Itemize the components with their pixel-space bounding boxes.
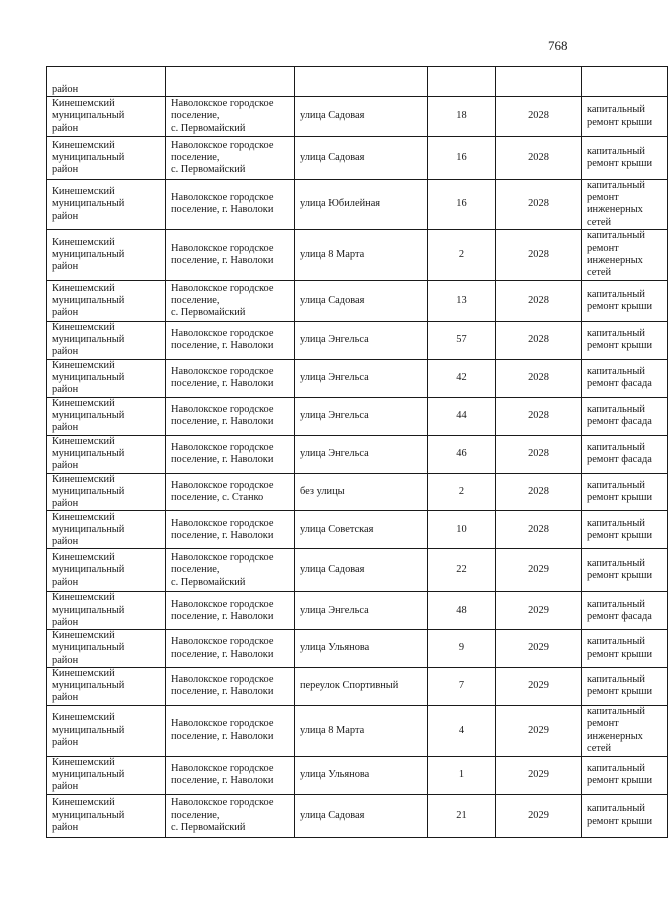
street-cell: улица Энгельса [295,397,428,435]
year-cell: 2028 [496,180,582,230]
district-cell: Кинешемский муниципальный район [47,794,166,837]
table-row-carryover [47,67,668,97]
district-cell: Кинешемский муниципальный район [47,549,166,592]
year-cell: 2029 [496,756,582,794]
work-type-cell: капитальный ремонт крыши [582,668,668,706]
work-type-cell: капитальный ремонт инженерных сетей [582,705,668,756]
settlement-cell: Наволокское городское поселение, г. Наволоки [166,705,295,756]
district-cell: район [47,67,166,97]
year-cell: 2028 [496,473,582,511]
settlement-cell: Наволокское городское поселение, г. Наволоки [166,321,295,359]
work-type-cell: капитальный ремонт фасада [582,359,668,397]
settlement-cell: Наволокское городское поселение, г. Наволоки [166,229,295,280]
settlement-cell: Наволокское городское поселение, г. Наволоки [166,435,295,473]
year-cell [496,67,582,97]
house-number-cell: 44 [428,397,496,435]
table-row [47,435,668,473]
settlement-cell: Наволокское городское поселение, с. Первомайский [166,280,295,321]
work-type-cell: капитальный ремонт крыши [582,280,668,321]
table-row [47,229,668,280]
work-type-cell: капитальный ремонт крыши [582,321,668,359]
street-cell: улица Юбилейная [295,180,428,230]
house-number-cell: 18 [428,97,496,137]
work-type-cell: капитальный ремонт крыши [582,137,668,180]
work-type-cell: капитальный ремонт фасада [582,592,668,630]
district-cell: Кинешемский муниципальный район [47,180,166,230]
district-cell: Кинешемский муниципальный район [47,321,166,359]
street-cell: улица Садовая [295,549,428,592]
district-cell: Кинешемский муниципальный район [47,397,166,435]
house-number-cell: 42 [428,359,496,397]
house-number-cell: 57 [428,321,496,359]
year-cell: 2028 [496,137,582,180]
district-cell: Кинешемский муниципальный район [47,705,166,756]
street-cell: улица Садовая [295,137,428,180]
year-cell: 2028 [496,280,582,321]
year-cell: 2028 [496,229,582,280]
district-cell: Кинешемский муниципальный район [47,473,166,511]
table-row [47,630,668,668]
house-number-cell: 4 [428,705,496,756]
table-row [47,549,668,592]
table-row [47,180,668,230]
district-cell: Кинешемский муниципальный район [47,359,166,397]
year-cell: 2028 [496,321,582,359]
district-cell: Кинешемский муниципальный район [47,229,166,280]
settlement-cell: Наволокское городское поселение, г. Наволоки [166,397,295,435]
year-cell: 2029 [496,668,582,706]
district-cell: Кинешемский муниципальный район [47,97,166,137]
settlement-cell: Наволокское городское поселение, г. Наволоки [166,592,295,630]
house-number-cell: 7 [428,668,496,706]
house-number-cell: 48 [428,592,496,630]
street-cell: улица Ульянова [295,630,428,668]
settlement-cell: Наволокское городское поселение, с. Первомайский [166,549,295,592]
house-number-cell: 16 [428,180,496,230]
house-number-cell: 16 [428,137,496,180]
house-number-cell: 1 [428,756,496,794]
settlement-cell: Наволокское городское поселение, г. Наволоки [166,511,295,549]
street-cell: улица 8 Марта [295,229,428,280]
district-cell: Кинешемский муниципальный район [47,592,166,630]
house-number-cell: 10 [428,511,496,549]
work-type-cell: капитальный ремонт крыши [582,97,668,137]
street-cell: улица Ульянова [295,756,428,794]
year-cell: 2028 [496,397,582,435]
street-cell: переулок Спортивный [295,668,428,706]
table-row [47,794,668,837]
house-number-cell: 21 [428,794,496,837]
work-type-cell: капитальный ремонт инженерных сетей [582,229,668,280]
work-type-cell: капитальный ремонт инженерных сетей [582,180,668,230]
street-cell: улица Энгельса [295,321,428,359]
settlement-cell: Наволокское городское поселение, с. Первомайский [166,97,295,137]
house-number-cell: 13 [428,280,496,321]
district-cell: Кинешемский муниципальный район [47,668,166,706]
year-cell: 2028 [496,511,582,549]
table-row [47,756,668,794]
table-row [47,511,668,549]
table-row [47,592,668,630]
street-cell: улица Энгельса [295,435,428,473]
street-cell [295,67,428,97]
settlement-cell: Наволокское городское поселение, г. Наволоки [166,359,295,397]
street-cell: улица Садовая [295,97,428,137]
district-cell: Кинешемский муниципальный район [47,280,166,321]
house-number-cell [428,67,496,97]
table-row [47,280,668,321]
district-cell: Кинешемский муниципальный район [47,511,166,549]
settlement-cell: Наволокское городское поселение, г. Наволоки [166,180,295,230]
work-type-cell: капитальный ремонт крыши [582,473,668,511]
table-row [47,397,668,435]
settlement-cell: Наволокское городское поселение, г. Наволоки [166,756,295,794]
table-row [47,473,668,511]
street-cell: улица Энгельса [295,592,428,630]
settlement-cell: Наволокское городское поселение, с. Станко [166,473,295,511]
year-cell: 2029 [496,592,582,630]
repair-schedule-table [46,66,668,838]
district-cell: Кинешемский муниципальный район [47,435,166,473]
table-row [47,137,668,180]
settlement-cell: Наволокское городское поселение, с. Первомайский [166,137,295,180]
district-cell: Кинешемский муниципальный район [47,756,166,794]
work-type-cell [582,67,668,97]
district-cell: Кинешемский муниципальный район [47,137,166,180]
table-row [47,359,668,397]
work-type-cell: капитальный ремонт крыши [582,511,668,549]
work-type-cell: капитальный ремонт крыши [582,756,668,794]
street-cell: улица 8 Марта [295,705,428,756]
table-body [47,67,668,838]
table-row [47,97,668,137]
settlement-cell: Наволокское городское поселение, с. Первомайский [166,794,295,837]
work-type-cell: капитальный ремонт крыши [582,549,668,592]
work-type-cell: капитальный ремонт фасада [582,397,668,435]
work-type-cell: капитальный ремонт крыши [582,630,668,668]
house-number-cell: 9 [428,630,496,668]
settlement-cell [166,67,295,97]
house-number-cell: 2 [428,229,496,280]
street-cell: улица Советская [295,511,428,549]
settlement-cell: Наволокское городское поселение, г. Наволоки [166,668,295,706]
district-cell: Кинешемский муниципальный район [47,630,166,668]
year-cell: 2028 [496,359,582,397]
house-number-cell: 2 [428,473,496,511]
house-number-cell: 46 [428,435,496,473]
house-number-cell: 22 [428,549,496,592]
year-cell: 2029 [496,549,582,592]
table-row [47,668,668,706]
street-cell: улица Садовая [295,280,428,321]
year-cell: 2028 [496,97,582,137]
work-type-cell: капитальный ремонт крыши [582,794,668,837]
year-cell: 2029 [496,705,582,756]
year-cell: 2029 [496,630,582,668]
street-cell: улица Энгельса [295,359,428,397]
page-number: 768 [548,38,568,53]
year-cell: 2029 [496,794,582,837]
work-type-cell: капитальный ремонт фасада [582,435,668,473]
street-cell: улица Садовая [295,794,428,837]
table-row [47,705,668,756]
year-cell: 2028 [496,435,582,473]
street-cell: без улицы [295,473,428,511]
settlement-cell: Наволокское городское поселение, г. Наволоки [166,630,295,668]
table-row [47,321,668,359]
